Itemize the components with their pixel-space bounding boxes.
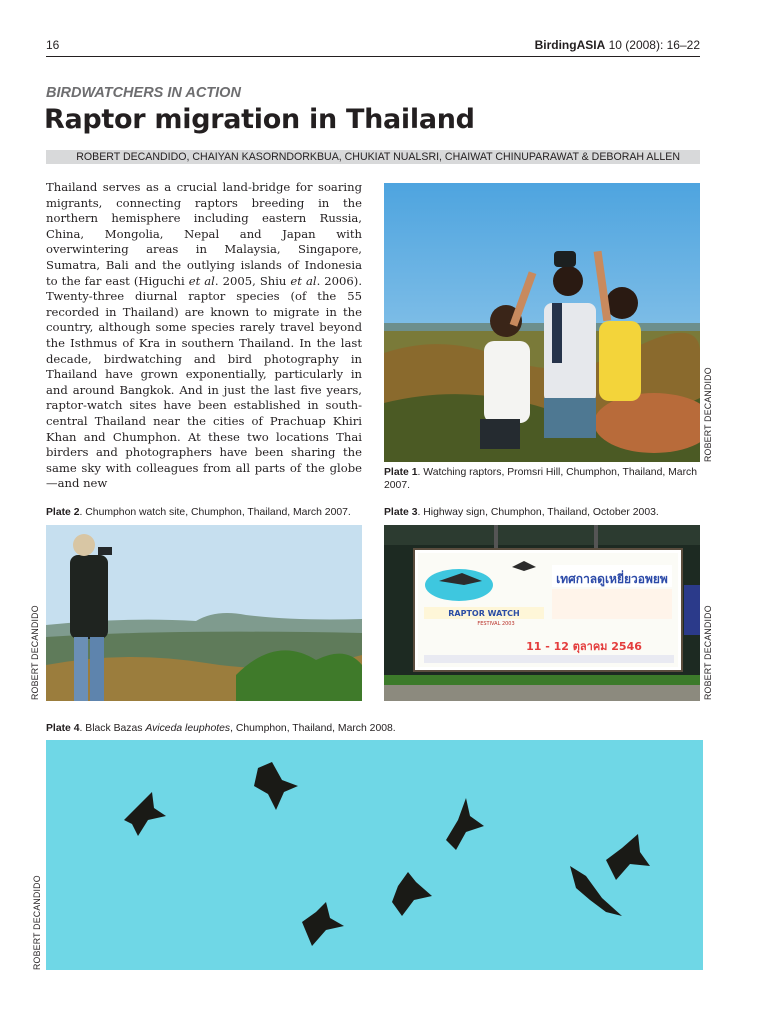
section-heading: BIRDWATCHERS IN ACTION bbox=[46, 85, 241, 101]
plate3-photo bbox=[384, 525, 700, 701]
plate4-photo bbox=[46, 740, 703, 970]
plate2-caption: Plate 2. Chumphon watch site, Chumphon, Thailand, March 2007. bbox=[46, 507, 351, 518]
page-number: 16 bbox=[46, 38, 60, 52]
plate1-credit: ROBERT DECANDIDO bbox=[703, 367, 713, 462]
plate4-caption: Plate 4. Black Bazas Aviceda leuphotes, Chumphon, Thailand, March 2008. bbox=[46, 723, 396, 734]
journal-volume: 10 (2008): 16–22 bbox=[608, 38, 700, 52]
journal-name: BirdingASIA bbox=[534, 38, 606, 52]
sign-title: เทศกาลดูเหยี่ยวอพยพ bbox=[556, 572, 668, 586]
body-text bbox=[46, 180, 362, 492]
plate3-caption: Plate 3. Highway sign, Chumphon, Thailand, October 2003. bbox=[384, 507, 659, 518]
body-paragraph: Thailand serves as a crucial land-bridge for soaring migrants, connecting raptors breeding in the northern hemisphere including eastern Russia, China, Mongolia, Nepal and Japan with overwintering areas in Malaysia, Singapore, Sumatra, Bali and the outlying islands of Indonesia to the far east (Higuchi et al. 2005, Shiu et al. 2006). Twenty-three diurnal raptor species (of the 55 recorded in Thailand) are known to migrate in the country, although some species rarely travel beyond the Isthmus of Kra in southern Thailand. In the last decade, birdwatching and bird photography in Thailand have grown exponentially, particularly in and around Bangkok. And in just the last five years, raptor-watch sites have been established in south-central Thailand near the cities of Prachuap Khiri Khan and Chumphon. At these two locations Thai birders and photographers have been sharing the same sky with colleagues from all parts of the globe—and new bbox=[46, 180, 363, 491]
plate4-credit: ROBERT DECANDIDO bbox=[32, 875, 42, 970]
plate2-credit: ROBERT DECANDIDO bbox=[30, 605, 40, 700]
article-title: Raptor migration in Thailand bbox=[44, 104, 475, 135]
journal-reference bbox=[535, 38, 700, 52]
header-rule bbox=[46, 56, 700, 57]
sign-festival: FESTIVAL 2003 bbox=[477, 621, 515, 627]
sign-raptor-watch: RAPTOR WATCH bbox=[448, 609, 520, 618]
sign-dates: 11 - 12 ตุลาคม 2546 bbox=[526, 640, 642, 653]
plate1-photo bbox=[384, 183, 700, 462]
plate2-photo bbox=[46, 525, 362, 701]
plate1-caption: Plate 1. Watching raptors, Promsri Hill, Chumphon, Thailand, March 2007. bbox=[384, 467, 698, 491]
plate3-credit: ROBERT DECANDIDO bbox=[703, 605, 713, 700]
author-band: ROBERT DECANDIDO, CHAIYAN KASORNDORKBUA, CHUKIAT NUALSRI, CHAIWAT CHINUPARAWAT & DEBORAH ALLEN bbox=[46, 150, 700, 164]
